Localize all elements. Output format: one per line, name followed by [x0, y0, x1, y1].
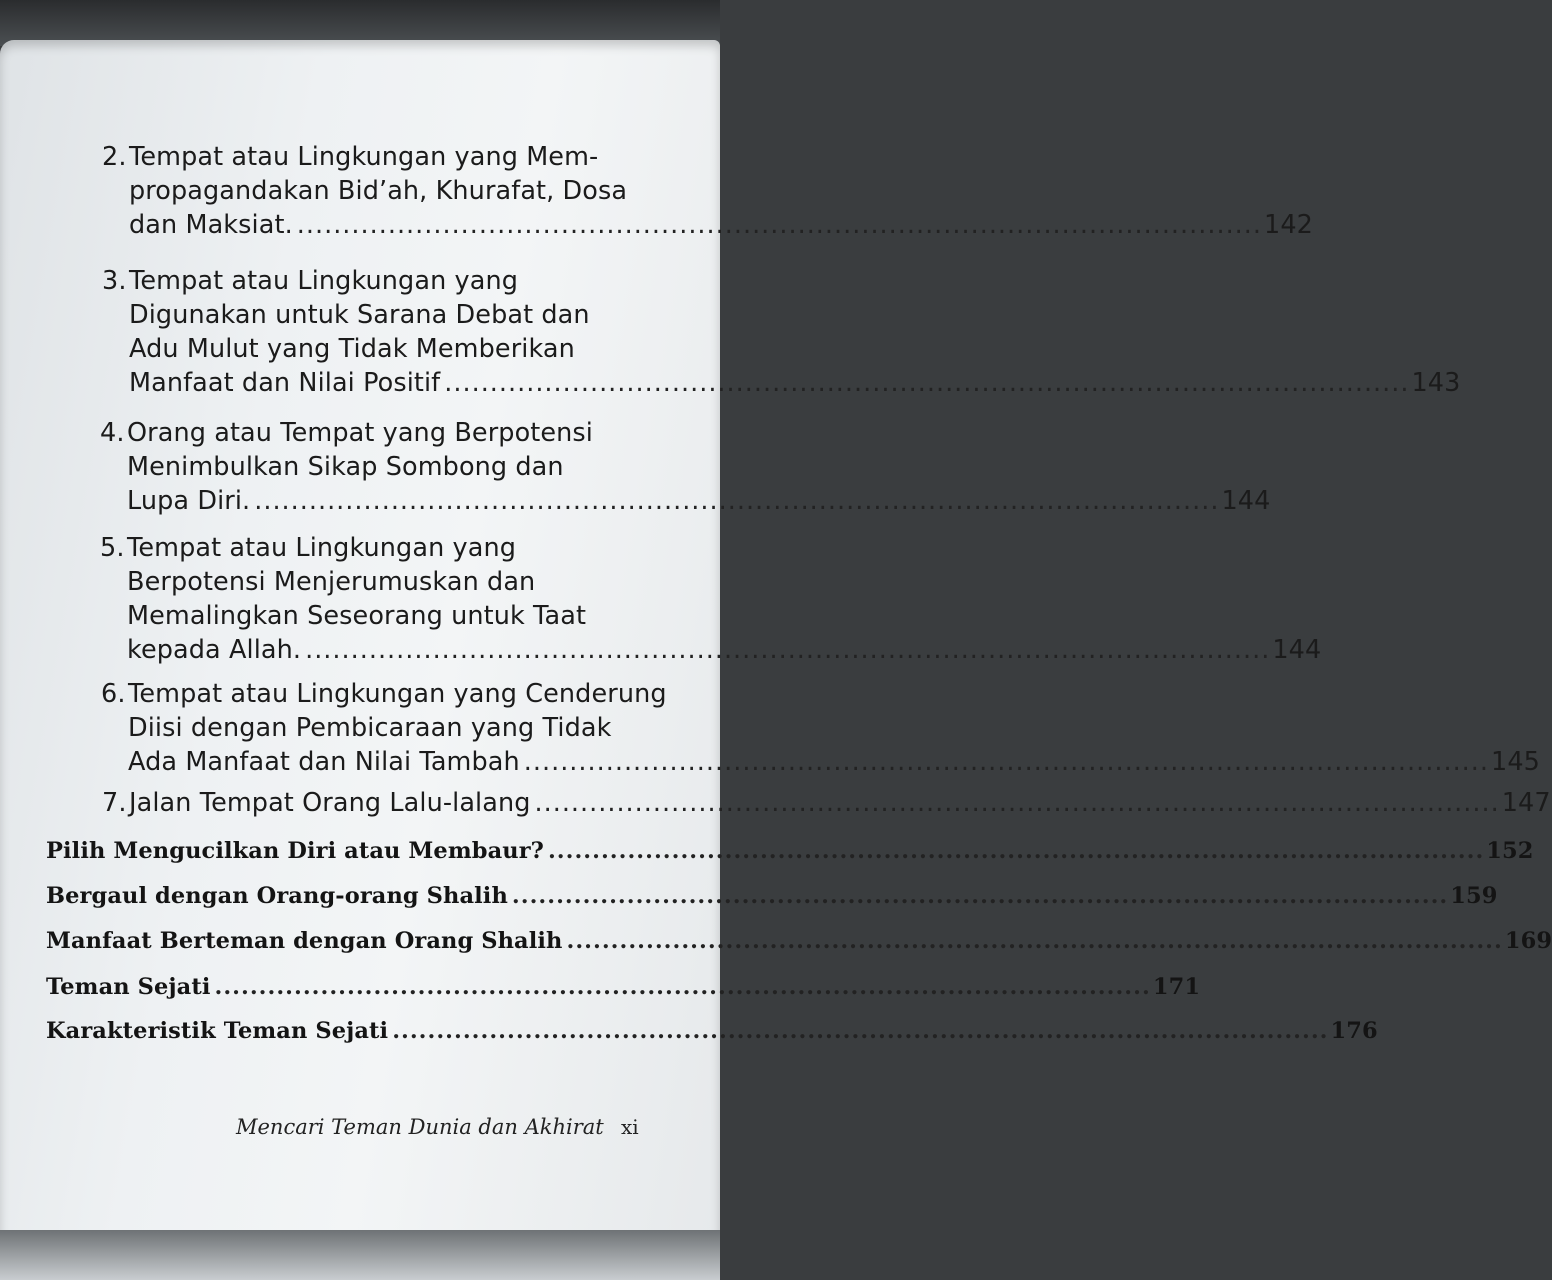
chapter-title: Bergaul dengan Orang-orang Shalih: [46, 883, 508, 909]
running-title: Mencari Teman Dunia dan Akhirat: [236, 1115, 604, 1139]
dot-leader: ..........................................................................................................: [547, 838, 1485, 864]
entry-number: 3.: [102, 266, 127, 296]
entry-number: 5.: [100, 533, 125, 563]
toc-chapter: [46, 836, 1534, 866]
chapter-title: Pilih Mengucilkan Diri atau Membaur?: [46, 838, 544, 864]
entry-title-line: Memalingkan Seseorang untuk Taat: [127, 601, 587, 631]
toc-entry-7: [102, 786, 1551, 820]
entry-number: 7.: [102, 788, 127, 818]
page-number: 159: [1450, 883, 1498, 909]
dot-leader: ..........................................................................................................: [511, 883, 1449, 909]
page-number: 171: [1152, 974, 1201, 1000]
entry-title-line: Tempat atau Lingkungan yang: [127, 533, 516, 563]
toc-chapter: [46, 881, 1498, 911]
toc-entry-5: [100, 531, 1322, 667]
page-number: 176: [1330, 1018, 1378, 1044]
toc-entry-6: [101, 677, 1540, 779]
entry-title-line: Berpotensi Menjerumuskan dan: [127, 567, 536, 597]
page-number: 144: [1272, 635, 1322, 665]
page-number: 169: [1504, 928, 1552, 954]
chapter-title: Karakteristik Teman Sejati: [46, 1018, 389, 1044]
page-number: 142: [1264, 210, 1313, 240]
page-number: 144: [1221, 486, 1271, 516]
entry-title-line: Menimbulkan Sikap Sombong dan: [127, 452, 564, 482]
toc-entry-3: [102, 264, 1461, 400]
dot-leader: ..........................................................................................................: [523, 747, 1489, 777]
entry-title-line: kepada Allah.: [127, 635, 302, 665]
entry-title-line: Diisi dengan Pembicaraan yang Tidak: [128, 713, 612, 743]
entry-title-line: Orang atau Tempat yang Berpotensi: [127, 418, 593, 448]
page-number: 152: [1486, 838, 1534, 864]
entry-title-line: Tempat atau Lingkungan yang Mem-: [129, 142, 599, 172]
chapter-title: Manfaat Berteman dengan Orang Shalih: [46, 928, 563, 954]
entry-title-line: Digunakan untuk Sarana Debat dan: [129, 300, 590, 330]
entry-title-line: Lupa Diri.: [127, 486, 251, 516]
entry-title-line: propagandakan Bid’ah, Khurafat, Dosa: [129, 176, 628, 206]
dot-leader: ..........................................................................................................: [566, 928, 1503, 954]
dot-leader: ..........................................................................................................: [444, 368, 1410, 398]
dot-leader: ..........................................................................................................: [214, 974, 1151, 1000]
entry-number: 6.: [101, 679, 126, 709]
page-number: 143: [1411, 368, 1461, 398]
entry-title-line: dan Maksiat.: [129, 210, 293, 240]
entry-title-line: Manfaat dan Nilai Positif: [129, 368, 441, 398]
toc-entry-2: [102, 140, 1313, 242]
chapter-title: Teman Sejati: [46, 974, 211, 1000]
entry-title-line: Jalan Tempat Orang Lalu-lalang: [129, 788, 531, 818]
entry-number: 4.: [100, 418, 125, 448]
dot-leader: ..........................................................................................................: [392, 1018, 1329, 1044]
toc-chapter: [46, 926, 1552, 956]
page-number: 145: [1491, 747, 1540, 777]
entry-title-line: Tempat atau Lingkungan yang Cenderung: [128, 679, 667, 709]
page-number: 147: [1501, 788, 1551, 818]
dot-leader: ..........................................................................................................: [305, 635, 1271, 665]
dot-leader: ..........................................................................................................: [254, 486, 1220, 516]
page-footer: [236, 1115, 656, 1155]
dot-leader: ..........................................................................................................: [534, 788, 1500, 818]
entry-number: 2.: [102, 142, 127, 172]
entry-title-line: Ada Manfaat dan Nilai Tambah: [128, 747, 520, 777]
entry-title-line: Adu Mulut yang Tidak Memberikan: [129, 334, 575, 364]
dot-leader: ..........................................................................................................: [296, 210, 1262, 240]
toc-chapter: [46, 972, 1201, 1002]
folio: xi: [621, 1115, 639, 1139]
entry-title-line: Tempat atau Lingkungan yang: [129, 266, 518, 296]
toc-entry-4: [100, 416, 1271, 518]
toc-chapter: [46, 1016, 1378, 1046]
